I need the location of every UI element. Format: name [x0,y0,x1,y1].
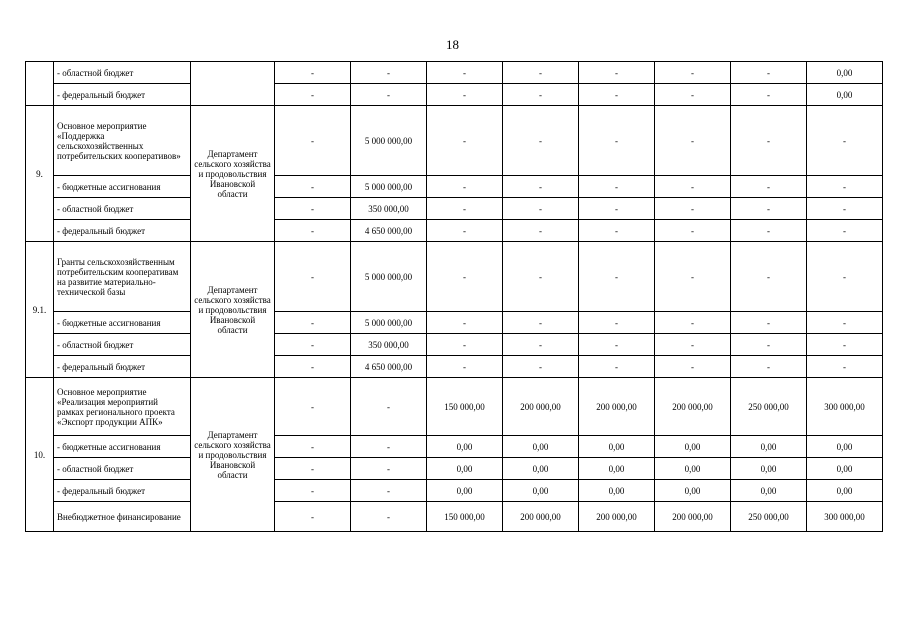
value-cell: - [427,312,503,334]
value-cell: - [275,242,351,312]
value-cell: - [807,356,883,378]
value-cell: - [655,106,731,176]
table-row [26,436,883,458]
value-cell: 0,00 [807,436,883,458]
table-row [26,502,883,532]
value-cell: 5 000 000,00 [351,106,427,176]
value-cell: - [579,198,655,220]
table-row [26,176,883,198]
value-cell: 4 650 000,00 [351,220,427,242]
value-cell: - [731,62,807,84]
value-cell: - [503,84,579,106]
description-cell: Внебюджетное финансирование [54,502,191,532]
value-cell: - [503,176,579,198]
table-row [26,198,883,220]
value-cell: - [503,106,579,176]
value-cell: 0,00 [655,436,731,458]
value-cell: - [427,242,503,312]
value-cell: - [275,312,351,334]
value-cell: 0,00 [427,458,503,480]
value-cell: 200 000,00 [655,502,731,532]
value-cell: - [275,458,351,480]
value-cell: 0,00 [807,84,883,106]
department-cell: Департамент сельского хозяйства и продовольствия Ивановской области [191,106,275,242]
value-cell: - [351,480,427,502]
value-cell: - [427,176,503,198]
value-cell: - [807,198,883,220]
value-cell: - [351,502,427,532]
page-number: 18 [446,37,459,52]
value-cell: - [655,84,731,106]
table-row [26,356,883,378]
value-cell: - [579,356,655,378]
value-cell: - [275,378,351,436]
value-cell: - [655,62,731,84]
value-cell: - [731,198,807,220]
value-cell: - [579,334,655,356]
value-cell: 200 000,00 [579,378,655,436]
row-index-cell [26,62,54,106]
value-cell: - [807,220,883,242]
value-cell: - [731,176,807,198]
table-row [26,84,883,106]
value-cell: - [655,356,731,378]
table-row [26,106,883,176]
value-cell: - [427,106,503,176]
value-cell: - [655,242,731,312]
value-cell: - [427,62,503,84]
description-cell: - федеральный бюджет [54,480,191,502]
table-row [26,220,883,242]
value-cell: - [731,334,807,356]
value-cell: - [579,242,655,312]
description-cell: - бюджетные ассигнования [54,176,191,198]
value-cell: - [275,502,351,532]
value-cell: - [427,84,503,106]
value-cell: - [275,480,351,502]
value-cell: - [731,220,807,242]
value-cell: 150 000,00 [427,378,503,436]
value-cell: 300 000,00 [807,502,883,532]
value-cell: - [275,334,351,356]
value-cell: - [807,334,883,356]
value-cell: - [275,220,351,242]
table-row [26,378,883,436]
value-cell: 200 000,00 [655,378,731,436]
value-cell: 350 000,00 [351,334,427,356]
description-cell: Основное мероприятие «Реализация мероприятий рамках регионального проекта «Экспорт продукции АПК» [54,378,191,436]
value-cell: - [351,84,427,106]
table-row [26,62,883,84]
description-cell: - областной бюджет [54,62,191,84]
value-cell: 150 000,00 [427,502,503,532]
value-cell: - [351,62,427,84]
value-cell: - [579,176,655,198]
value-cell: 5 000 000,00 [351,176,427,198]
value-cell: - [731,106,807,176]
table-row [26,334,883,356]
value-cell: 0,00 [503,458,579,480]
value-cell: - [275,84,351,106]
value-cell: - [351,436,427,458]
value-cell: - [655,334,731,356]
table-row [26,242,883,312]
value-cell: - [427,220,503,242]
value-cell: - [275,106,351,176]
value-cell: - [275,436,351,458]
table-row [26,458,883,480]
value-cell: 200 000,00 [579,502,655,532]
value-cell: - [579,62,655,84]
table-row [26,312,883,334]
value-cell: - [427,198,503,220]
budget-table [25,61,883,532]
value-cell: 250 000,00 [731,502,807,532]
value-cell: - [655,220,731,242]
description-cell: - федеральный бюджет [54,356,191,378]
value-cell: - [579,220,655,242]
value-cell: - [655,312,731,334]
description-cell: - областной бюджет [54,458,191,480]
value-cell: - [807,242,883,312]
value-cell: - [503,62,579,84]
description-cell: Основное мероприятие «Поддержка сельскохозяйственных потребительских кооперативов» [54,106,191,176]
value-cell: 0,00 [731,436,807,458]
value-cell: 200 000,00 [503,378,579,436]
value-cell: - [807,176,883,198]
description-cell: - областной бюджет [54,334,191,356]
value-cell: - [351,458,427,480]
row-index-cell: 9.1. [26,242,54,378]
table-row [26,480,883,502]
value-cell: 0,00 [427,436,503,458]
value-cell: - [503,198,579,220]
row-index-cell: 10. [26,378,54,532]
description-cell: - федеральный бюджет [54,84,191,106]
value-cell: 0,00 [579,480,655,502]
value-cell: 0,00 [503,436,579,458]
value-cell: - [731,356,807,378]
description-cell: - бюджетные ассигнования [54,312,191,334]
value-cell: - [731,312,807,334]
table-body [26,62,883,532]
value-cell: 0,00 [807,62,883,84]
value-cell: - [579,84,655,106]
value-cell: 250 000,00 [731,378,807,436]
value-cell: 0,00 [427,480,503,502]
value-cell: 0,00 [807,458,883,480]
value-cell: - [427,334,503,356]
value-cell: 0,00 [579,458,655,480]
value-cell: - [503,312,579,334]
value-cell: - [503,356,579,378]
value-cell: - [655,176,731,198]
description-cell: - областной бюджет [54,198,191,220]
value-cell: 0,00 [655,458,731,480]
value-cell: 300 000,00 [807,378,883,436]
value-cell: 0,00 [503,480,579,502]
value-cell: 5 000 000,00 [351,312,427,334]
description-cell: - бюджетные ассигнования [54,436,191,458]
value-cell: 0,00 [655,480,731,502]
row-index-cell: 9. [26,106,54,242]
value-cell: - [503,334,579,356]
value-cell: 0,00 [807,480,883,502]
value-cell: - [275,356,351,378]
value-cell: 0,00 [731,458,807,480]
value-cell: 200 000,00 [503,502,579,532]
value-cell: - [503,242,579,312]
description-cell: - федеральный бюджет [54,220,191,242]
value-cell: - [731,84,807,106]
value-cell: - [579,312,655,334]
value-cell: 0,00 [731,480,807,502]
value-cell: - [579,106,655,176]
value-cell: - [351,378,427,436]
value-cell: - [655,198,731,220]
value-cell: 5 000 000,00 [351,242,427,312]
value-cell: 0,00 [579,436,655,458]
value-cell: 4 650 000,00 [351,356,427,378]
department-cell [191,62,275,106]
department-cell: Департамент сельского хозяйства и продовольствия Ивановской области [191,378,275,532]
value-cell: - [503,220,579,242]
description-cell: Гранты сельскохозяйственным потребительским кооперативам на развитие материально-технической базы [54,242,191,312]
value-cell: - [275,62,351,84]
value-cell: - [731,242,807,312]
value-cell: 350 000,00 [351,198,427,220]
value-cell: - [807,106,883,176]
value-cell: - [807,312,883,334]
value-cell: - [427,356,503,378]
value-cell: - [275,176,351,198]
value-cell: - [275,198,351,220]
department-cell: Департамент сельского хозяйства и продовольствия Ивановской области [191,242,275,378]
